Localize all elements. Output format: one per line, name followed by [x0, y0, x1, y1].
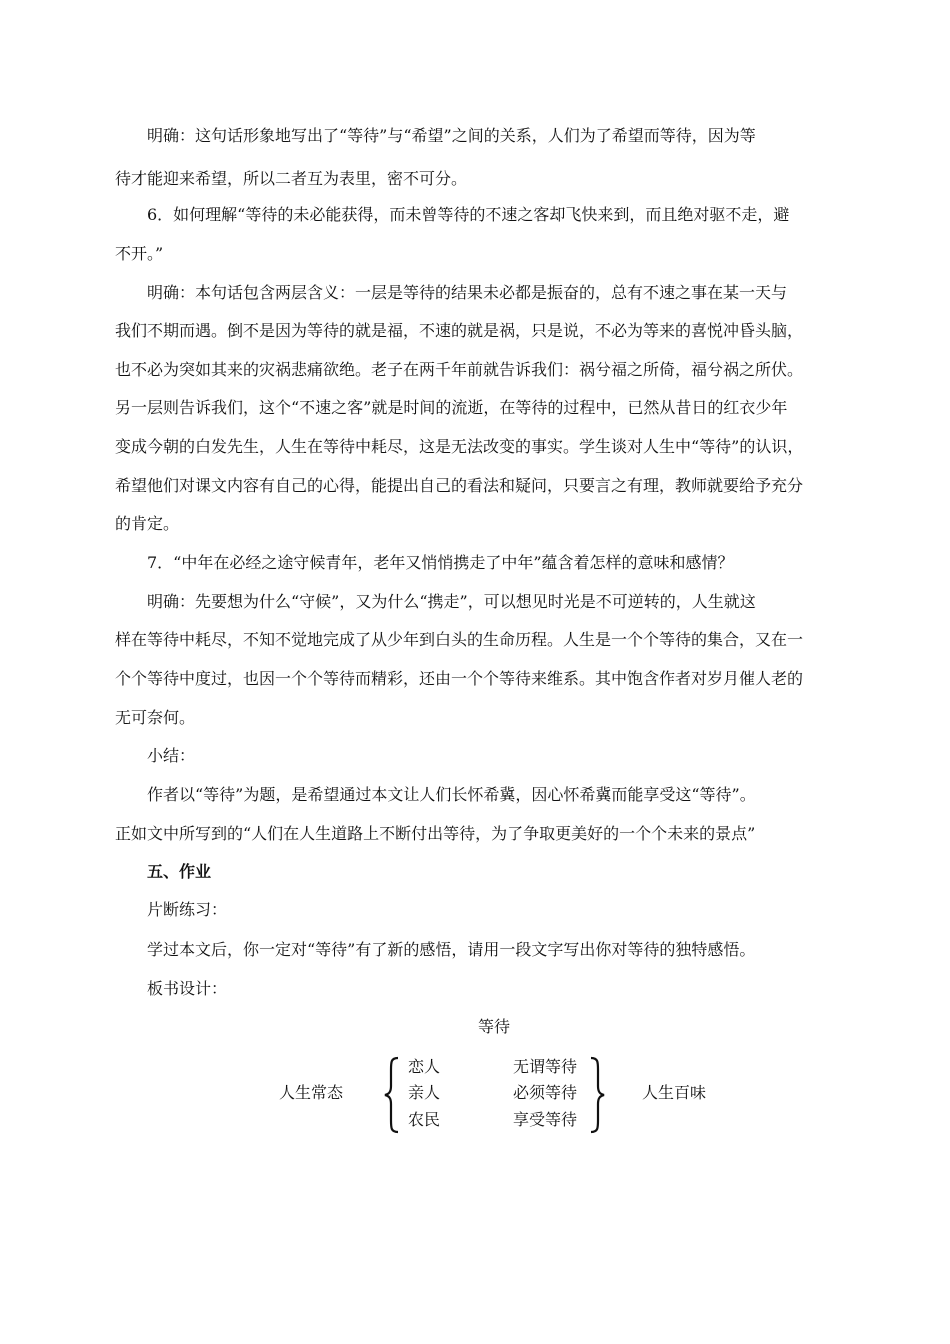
question-6: 6．如何理解“等待的未必能获得，而未曾等待的不速之客却飞快来到，而且绝对驱不走，避 [147, 205, 790, 224]
summary-label: 小结： [147, 746, 196, 765]
board-left-label: 人生常态 [279, 1083, 344, 1102]
paragraph-line: 明确：本句话包含两层含义：一层是等待的结果未必都是振奋的，总有不速之事在某一天与 [147, 283, 788, 302]
paragraph-line: 我们不期而遇。倒不是因为等待的就是福，不速的就是祸，只是说，不必为等来的喜悦冲昏头脑， [115, 321, 804, 340]
board-label: 板书设计： [147, 979, 228, 998]
board-title: 等待 [478, 1017, 511, 1036]
paragraph-line: 待才能迎来希望，所以二者互为表里，密不可分。 [115, 169, 468, 188]
exercise-text: 学过本文后，你一定对“等待”有了新的感悟，请用一段文字写出你对等待的独特感悟。 [147, 940, 756, 959]
wait-item: 无谓等待 [513, 1057, 578, 1076]
paragraph-line: 明确：这句话形象地写出了“等待”与“希望”之间的关系，人们为了希望而等待，因为等 [147, 126, 756, 145]
paragraph-line: 不开。” [115, 244, 164, 263]
paragraph-line: 另一层则告诉我们，这个“不速之客”就是时间的流逝，在等待的过程中，已然从昔日的红衣少年 [115, 398, 788, 417]
question-7: 7．“中年在必经之途守候青年，老年又悄悄携走了中年”蕴含着怎样的意味和感情？ [147, 553, 734, 572]
people-item: 亲人 [408, 1083, 441, 1102]
paragraph-line: 个个等待中度过，也因一个个等待而精彩，还由一个个等待来维系。其中饱含作者对岁月催人老的 [115, 669, 804, 688]
paragraph-line: 正如文中所写到的“人们在人生道路上不断付出等待，为了争取更美好的一个个未来的景点” [115, 824, 756, 843]
wait-item: 享受等待 [513, 1110, 578, 1129]
paragraph-line: 也不必为突如其来的灾祸悲痛欲绝。老子在两千年前就告诉我们：祸兮福之所倚，福兮祸之所伏。 [115, 360, 804, 379]
paragraph-line: 的肯定。 [115, 514, 180, 533]
wait-item: 必须等待 [513, 1083, 578, 1102]
board-right-label: 人生百味 [642, 1083, 707, 1102]
people-item: 农民 [408, 1110, 441, 1129]
paragraph-line: 明确：先要想为什么“守候”，又为什么“携走”，可以想见时光是不可逆转的，人生就这 [147, 592, 756, 611]
right-brace [587, 1056, 607, 1134]
paragraph-line: 无可奈何。 [115, 708, 196, 727]
paragraph-line: 作者以“等待”为题，是希望通过本文让人们长怀希冀，因心怀希冀而能享受这“等待”。 [147, 785, 756, 804]
left-brace [382, 1056, 402, 1134]
exercise-label: 片断练习： [147, 900, 228, 919]
paragraph-line: 变成今朝的白发先生，人生在等待中耗尽，这是无法改变的事实。学生谈对人生中“等待”的认识， [115, 437, 804, 456]
people-item: 恋人 [408, 1057, 441, 1076]
paragraph-line: 样在等待中耗尽，不知不觉地完成了从少年到白头的生命历程。人生是一个个等待的集合，又在一 [115, 630, 804, 649]
paragraph-line: 希望他们对课文内容有自己的心得，能提出自己的看法和疑问，只要言之有理，教师就要给予充分 [115, 476, 804, 495]
section-title: 五、作业 [147, 862, 212, 881]
